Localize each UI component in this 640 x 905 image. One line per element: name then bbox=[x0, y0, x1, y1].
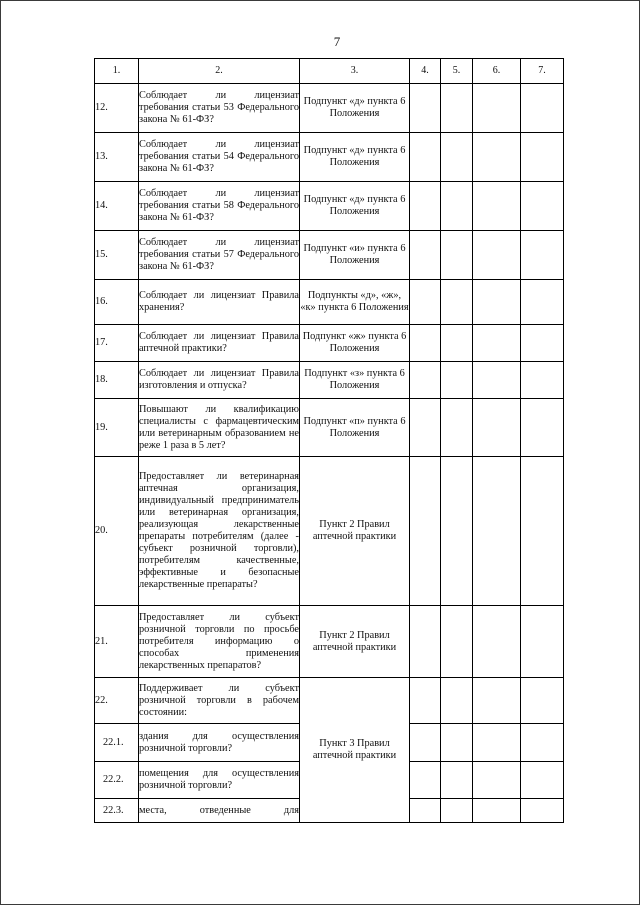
column-5-cell bbox=[441, 457, 473, 606]
legal-basis: Подпункт «д» пункта 6 Положения bbox=[300, 182, 410, 231]
row-number: 22. bbox=[95, 678, 139, 724]
column-7-cell bbox=[521, 362, 564, 399]
column-6-cell bbox=[473, 399, 521, 457]
requirement-question: Соблюдает ли лицензиат Правила изготовления и отпуска? bbox=[139, 362, 300, 399]
column-7-cell bbox=[521, 762, 564, 799]
table-row bbox=[95, 606, 564, 678]
column-7-cell bbox=[521, 457, 564, 606]
column-4-cell bbox=[410, 182, 441, 231]
header-col-3: 3. bbox=[300, 59, 410, 84]
column-6-cell bbox=[473, 762, 521, 799]
column-7-cell bbox=[521, 182, 564, 231]
column-5-cell bbox=[441, 678, 473, 724]
column-5-cell bbox=[441, 362, 473, 399]
column-7-cell bbox=[521, 799, 564, 823]
row-number: 22.1. bbox=[95, 724, 139, 762]
column-4-cell bbox=[410, 457, 441, 606]
column-6-cell bbox=[473, 280, 521, 325]
column-4-cell bbox=[410, 678, 441, 724]
column-7-cell bbox=[521, 231, 564, 280]
checklist-table bbox=[94, 58, 564, 823]
row-number: 15. bbox=[95, 231, 139, 280]
column-5-cell bbox=[441, 280, 473, 325]
column-6-cell bbox=[473, 133, 521, 182]
column-4-cell bbox=[410, 606, 441, 678]
table-row bbox=[95, 399, 564, 457]
column-5-cell bbox=[441, 133, 473, 182]
table-row bbox=[95, 325, 564, 362]
table-row bbox=[95, 457, 564, 606]
legal-basis: Подпункт «д» пункта 6 Положения bbox=[300, 84, 410, 133]
legal-basis: Подпункт «п» пункта 6 Положения bbox=[300, 399, 410, 457]
column-6-cell bbox=[473, 231, 521, 280]
column-6-cell bbox=[473, 457, 521, 606]
page-number: 7 bbox=[333, 34, 341, 49]
table-row bbox=[95, 182, 564, 231]
table-row bbox=[95, 231, 564, 280]
column-7-cell bbox=[521, 325, 564, 362]
column-5-cell bbox=[441, 399, 473, 457]
header-row bbox=[95, 59, 564, 84]
header-col-1: 1. bbox=[95, 59, 139, 84]
requirement-question: Соблюдает ли лицензиат Правила аптечной практики? bbox=[139, 325, 300, 362]
column-6-cell bbox=[473, 678, 521, 724]
legal-basis: Подпункт «ж» пункта 6 Положения bbox=[300, 325, 410, 362]
table-row bbox=[95, 678, 564, 724]
column-6-cell bbox=[473, 606, 521, 678]
column-7-cell bbox=[521, 678, 564, 724]
column-4-cell bbox=[410, 762, 441, 799]
column-6-cell bbox=[473, 724, 521, 762]
row-number: 22.2. bbox=[95, 762, 139, 799]
table-row bbox=[95, 133, 564, 182]
column-4-cell bbox=[410, 133, 441, 182]
column-5-cell bbox=[441, 84, 473, 133]
column-5-cell bbox=[441, 606, 473, 678]
legal-basis: Пункт 2 Правил аптечной практики bbox=[300, 457, 410, 606]
header-col-6: 6. bbox=[473, 59, 521, 84]
requirement-question: Предоставляет ли субъект розничной торговли по просьбе потребителя информацию о способах применения лекарственных препаратов? bbox=[139, 606, 300, 678]
column-7-cell bbox=[521, 280, 564, 325]
table-row bbox=[95, 280, 564, 325]
column-5-cell bbox=[441, 799, 473, 823]
requirement-question: Поддерживает ли субъект розничной торговли в рабочем состоянии: bbox=[139, 678, 300, 724]
column-4-cell bbox=[410, 724, 441, 762]
column-5-cell bbox=[441, 182, 473, 231]
column-5-cell bbox=[441, 325, 473, 362]
header-col-7: 7. bbox=[521, 59, 564, 84]
legal-basis: Подпункт «з» пункта 6 Положения bbox=[300, 362, 410, 399]
column-6-cell bbox=[473, 799, 521, 823]
requirement-question: Соблюдает ли лицензиат требования статьи 54 Федерального закона № 61-ФЗ? bbox=[139, 133, 300, 182]
column-6-cell bbox=[473, 325, 521, 362]
column-6-cell bbox=[473, 362, 521, 399]
column-7-cell bbox=[521, 84, 564, 133]
column-5-cell bbox=[441, 724, 473, 762]
legal-basis: Подпункт «д» пункта 6 Положения bbox=[300, 133, 410, 182]
column-4-cell bbox=[410, 399, 441, 457]
column-7-cell bbox=[521, 133, 564, 182]
row-number: 14. bbox=[95, 182, 139, 231]
row-number: 22.3. bbox=[95, 799, 139, 823]
requirement-question: Повышают ли квалификацию специалисты с фармацевтическим или ветеринарным образованием не реже 1 раза в 5 лет? bbox=[139, 399, 300, 457]
legal-basis: Подпункты «д», «ж», «к» пункта 6 Положения bbox=[300, 280, 410, 325]
column-7-cell bbox=[521, 399, 564, 457]
legal-basis: Подпункт «и» пункта 6 Положения bbox=[300, 231, 410, 280]
table-row bbox=[95, 84, 564, 133]
row-number: 16. bbox=[95, 280, 139, 325]
column-6-cell bbox=[473, 84, 521, 133]
table-row bbox=[95, 362, 564, 399]
legal-basis: Пункт 2 Правил аптечной практики bbox=[300, 606, 410, 678]
column-4-cell bbox=[410, 231, 441, 280]
column-5-cell bbox=[441, 762, 473, 799]
column-4-cell bbox=[410, 325, 441, 362]
row-number: 20. bbox=[95, 457, 139, 606]
column-5-cell bbox=[441, 231, 473, 280]
row-number: 12. bbox=[95, 84, 139, 133]
row-number: 13. bbox=[95, 133, 139, 182]
legal-basis: Пункт 3 Правил аптечной практики bbox=[300, 678, 410, 823]
requirement-question: Соблюдает ли лицензиат требования статьи 58 Федерального закона № 61-ФЗ? bbox=[139, 182, 300, 231]
header-col-2: 2. bbox=[139, 59, 300, 84]
requirement-question: Соблюдает ли лицензиат требования статьи 53 Федерального закона № 61-ФЗ? bbox=[139, 84, 300, 133]
column-6-cell bbox=[473, 182, 521, 231]
requirement-question: Предоставляет ли ветеринарная аптечная организация, индивидуальный предприниматель или ветеринарная организация, реализующая лекарственные препараты потребителям (далее - субъект розничной торговли), потребителям качественные, эффективные и безопасные лекарственные препараты? bbox=[139, 457, 300, 606]
header-col-4: 4. bbox=[410, 59, 441, 84]
column-4-cell bbox=[410, 362, 441, 399]
column-7-cell bbox=[521, 606, 564, 678]
requirement-question: помещения для осуществления розничной торговли? bbox=[139, 762, 300, 799]
column-4-cell bbox=[410, 799, 441, 823]
column-4-cell bbox=[410, 280, 441, 325]
column-7-cell bbox=[521, 724, 564, 762]
row-number: 21. bbox=[95, 606, 139, 678]
row-number: 17. bbox=[95, 325, 139, 362]
requirement-question: Соблюдает ли лицензиат требования статьи 57 Федерального закона № 61-ФЗ? bbox=[139, 231, 300, 280]
requirement-question: здания для осуществления розничной торговли? bbox=[139, 724, 300, 762]
header-col-5: 5. bbox=[441, 59, 473, 84]
requirement-question: места, отведенные для bbox=[139, 799, 300, 823]
row-number: 19. bbox=[95, 399, 139, 457]
column-4-cell bbox=[410, 84, 441, 133]
requirement-question: Соблюдает ли лицензиат Правила хранения? bbox=[139, 280, 300, 325]
row-number: 18. bbox=[95, 362, 139, 399]
